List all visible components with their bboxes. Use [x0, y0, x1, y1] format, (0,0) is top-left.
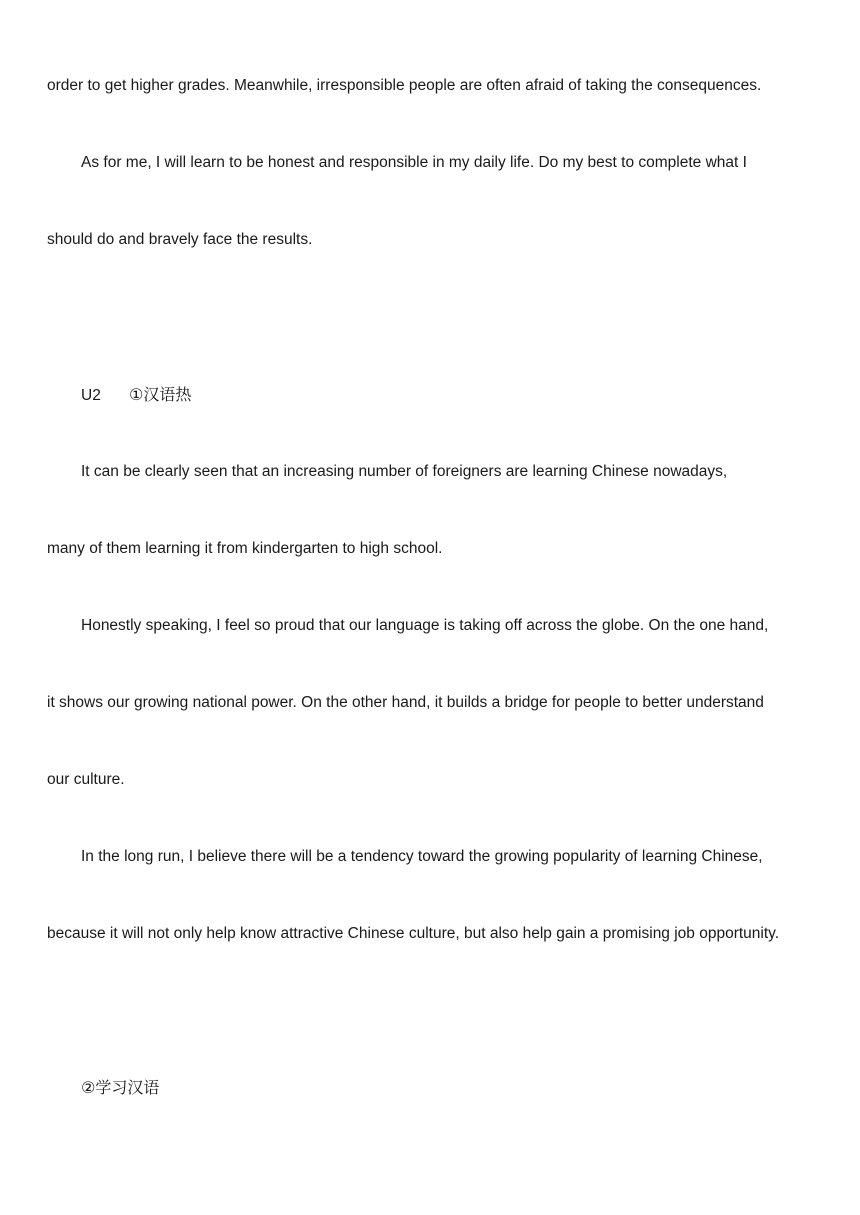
text-line: Honestly speaking, I feel so proud that our language is taking off across the globe. On the one hand, [81, 617, 769, 634]
text-line: our culture. [47, 771, 125, 788]
text-line: In the long run, I believe there will be a tendency toward the growing popularity of learning Chinese, [81, 848, 763, 865]
text-line: As for me, I will learn to be honest and responsible in my daily life. Do my best to complete what I [81, 154, 747, 171]
unit-label: U2 [81, 387, 101, 404]
topic-title: ①汉语热 [129, 385, 192, 404]
text-line: It can be clearly seen that an increasing number of foreigners are learning Chinese nowadays, [81, 463, 728, 480]
text-line: should do and bravely face the results. [47, 231, 313, 248]
topic-title: ②学习汉语 [81, 1078, 160, 1097]
text-line: because it will not only help know attractive Chinese culture, but also help gain a promising job opportunity. [47, 925, 780, 942]
text-line: order to get higher grades. Meanwhile, irresponsible people are often afraid of taking the consequences. [47, 77, 762, 94]
text-line: it shows our growing national power. On the other hand, it builds a bridge for people to better understand [47, 694, 764, 711]
unit-heading [81, 385, 191, 406]
text-line: many of them learning it from kindergarten to high school. [47, 540, 443, 557]
